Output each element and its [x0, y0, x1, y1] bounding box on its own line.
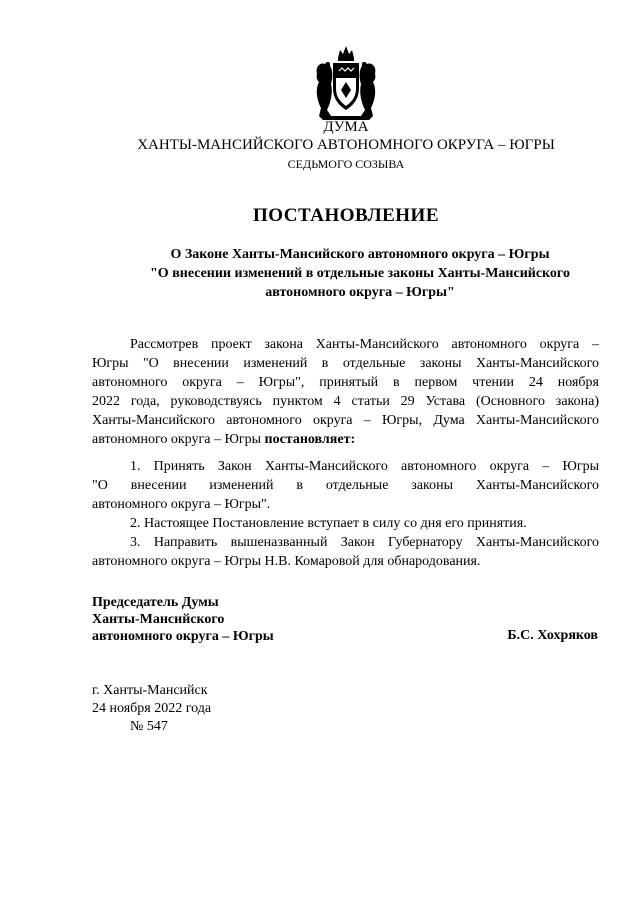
signatory-title [92, 594, 274, 645]
item-1-last-line: автономного округа – Югры". [92, 497, 271, 512]
item-1-line: 1. Принять Закон Ханты-Мансийского автономного округа – Югры [130, 459, 599, 474]
signatory-title-line: Председатель Думы [92, 595, 219, 610]
document-subject [100, 245, 620, 302]
city: г. Ханты-Мансийск [92, 683, 208, 698]
preamble-line: автономного округа – Югры", принятый в первом чтении 24 ноября [92, 375, 599, 390]
resolution-items [92, 457, 599, 571]
convocation-heading: СЕДЬМОГО СОЗЫВА [287, 157, 405, 171]
subject-line: автономного округа – Югры" [265, 285, 455, 300]
place-date-number [92, 682, 211, 736]
subject-line: "О внесении изменений в отдельные законы Ханты-Мансийского [150, 266, 570, 281]
signatory-name: Б.С. Хохряков [507, 628, 598, 643]
subject-line: О Законе Ханты-Мансийского автономного округа – Югры [170, 247, 550, 262]
date: 24 ноября 2022 года [92, 701, 212, 716]
signatory-title-line: Ханты-Мансийского [92, 612, 225, 627]
okrug-heading: ХАНТЫ-МАНСИЙСКОГО АВТОНОМНОГО ОКРУГА – ЮГРЫ [137, 137, 555, 153]
preamble-line: Рассмотрев проект закона Ханты-Мансийского автономного округа – [130, 337, 599, 352]
document-type-title: ПОСТАНОВЛЕНИЕ [252, 205, 440, 226]
resolves-word: постановляет: [264, 432, 356, 447]
preamble-last-line [92, 430, 599, 449]
preamble-line: 2022 года, руководствуясь пунктом 4 статьи 29 Устава (Основного закона) [92, 394, 599, 409]
item-1-line: "О внесении изменений в отдельные законы Ханты-Мансийского [92, 478, 599, 493]
item-3-line: 3. Направить вышеназванный Закон Губернатору Ханты-Мансийского [130, 535, 599, 550]
coat-of-arms-emblem [311, 44, 381, 120]
item-2-line: 2. Настоящее Постановление вступает в силу со дня его принятия. [130, 516, 527, 531]
document-number: № 547 [130, 719, 168, 734]
item-3-last-line: автономного округа – Югры Н.В. Комаровой для обнародования. [92, 554, 481, 569]
preamble-last-text: автономного округа – Югры [92, 432, 265, 447]
duma-heading: ДУМА [323, 119, 369, 135]
preamble-paragraph [92, 335, 599, 449]
preamble-line: Югры "О внесении изменений в отдельные законы Ханты-Мансийского [92, 356, 599, 371]
preamble-line: Ханты-Мансийского автономного округа – Югры, Дума Ханты-Мансийского [92, 413, 599, 428]
signatory-title-line: автономного округа – Югры [92, 629, 274, 644]
